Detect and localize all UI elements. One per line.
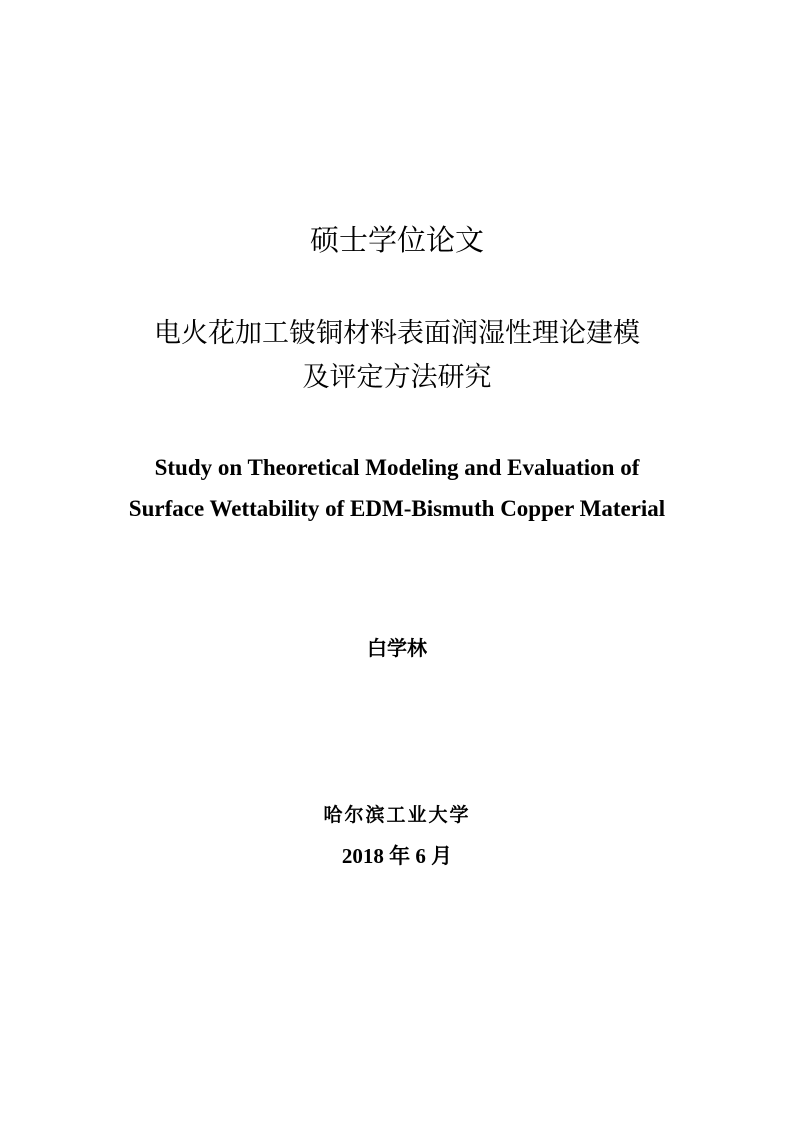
title-chinese-line-2: 及评定方法研究 bbox=[302, 362, 492, 393]
title-english-line-1: Study on Theoretical Modeling and Evaluation of bbox=[154, 455, 640, 480]
university-name: 哈尔滨工业大学 bbox=[323, 804, 471, 826]
title-chinese-line-1: 电火花加工铍铜材料表面润湿性理论建模 bbox=[154, 318, 640, 349]
degree-type: 硕士学位论文 bbox=[309, 223, 484, 257]
title-english-line-2: Surface Wettability of EDM-Bismuth Copper Material bbox=[128, 496, 666, 521]
author-name: 白学林 bbox=[367, 636, 427, 660]
thesis-date: 2018 年 6 月 bbox=[341, 844, 453, 868]
